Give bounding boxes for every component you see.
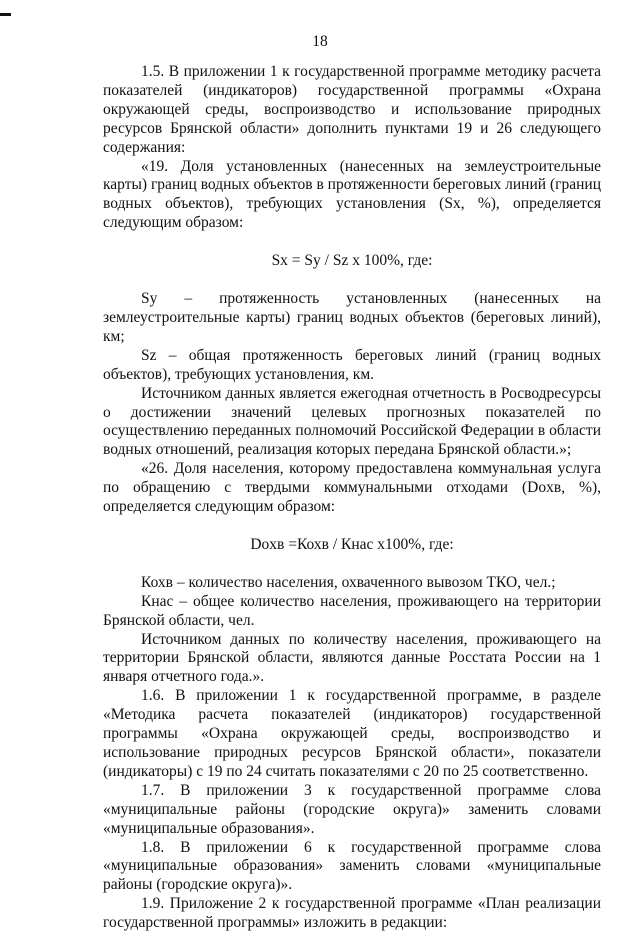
paragraph-1-9: 1.9. Приложение 2 к государственной программе «План реализации государственной программы» изложить в редакции:	[103, 895, 601, 932]
definition-sz: Sz – общая протяженность береговых линий (границ водных объектов), требующих установления, км.	[103, 346, 601, 383]
paragraph-1-6: 1.6. В приложении 1 к государственной программе, в разделе «Методика расчета показателей (индикаторов) государственной программы «Охрана окружающей среды, воспроизводство и использование природных ресурсов Брянской области», показатели (индикаторы) с 19 по 24 считать показателями с 20 по 25 соответственно.	[103, 687, 601, 780]
definition-knas: Кнас – общее количество населения, проживающего на территории Брянской области, чел.	[103, 592, 601, 629]
data-source-paragraph-1: Источником данных является ежегодная отчетность в Росводресурсы о достижении значений целевых прогнозных показателей по осуществлению переданных полномочий Российской Федерации в области водных отношений, реализация которых передана Брянской области.»;	[103, 384, 601, 459]
paragraph-item-26: «26. Доля населения, которому предоставлена коммунальная услуга по обращению с твердыми коммунальными отходами (Doxв, %), определяется следующим образом:	[103, 460, 601, 516]
formula-sx: Sx = Sy / Sz x 100%, где:	[271, 252, 433, 270]
document-body	[103, 63, 601, 933]
paragraph-1-7: 1.7. В приложении 3 к государственной программе слова «муниципальные районы (городские округа)» заменить словами «муниципальные образования».	[103, 781, 601, 837]
paragraph-1-5: 1.5. В приложении 1 к государственной программе методику расчета показателей (индикаторов) государственной программы «Охрана окружающей среды, воспроизводство и использование природных ресурсов Брянской области» дополнить пунктами 19 и 26 следующего содержания:	[103, 63, 601, 156]
paragraph-item-19: «19. Доля установленных (нанесенных на землеустроительные карты) границ водных объектов в протяженности береговых линий (границ водных объектов), требующих установления (Sx, %), определяется следующим образом:	[103, 157, 601, 232]
definition-kohv: Кохв – количество населения, охваченного вывозом ТКО, чел.;	[141, 573, 556, 591]
page-number: 18	[312, 33, 328, 50]
definition-sy: Sy – протяженность установленных (нанесенных на землеустроительные карты) границ водных объектов (береговых линий), км;	[103, 290, 601, 345]
formula-doxv: Doxв =Кохв / Кнас x100%, где:	[250, 535, 454, 553]
data-source-paragraph-2: Источником данных по количеству населения, проживающего на территории Брянской области, являются данные Росстата России на 1 января отчетного года.».	[103, 630, 601, 686]
paragraph-1-8: 1.8. В приложении 6 к государственной программе слова «муниципальные образования» заменить словами «муниципальные районы (городские округа)».	[103, 838, 601, 894]
page-edge-mark	[0, 13, 11, 16]
